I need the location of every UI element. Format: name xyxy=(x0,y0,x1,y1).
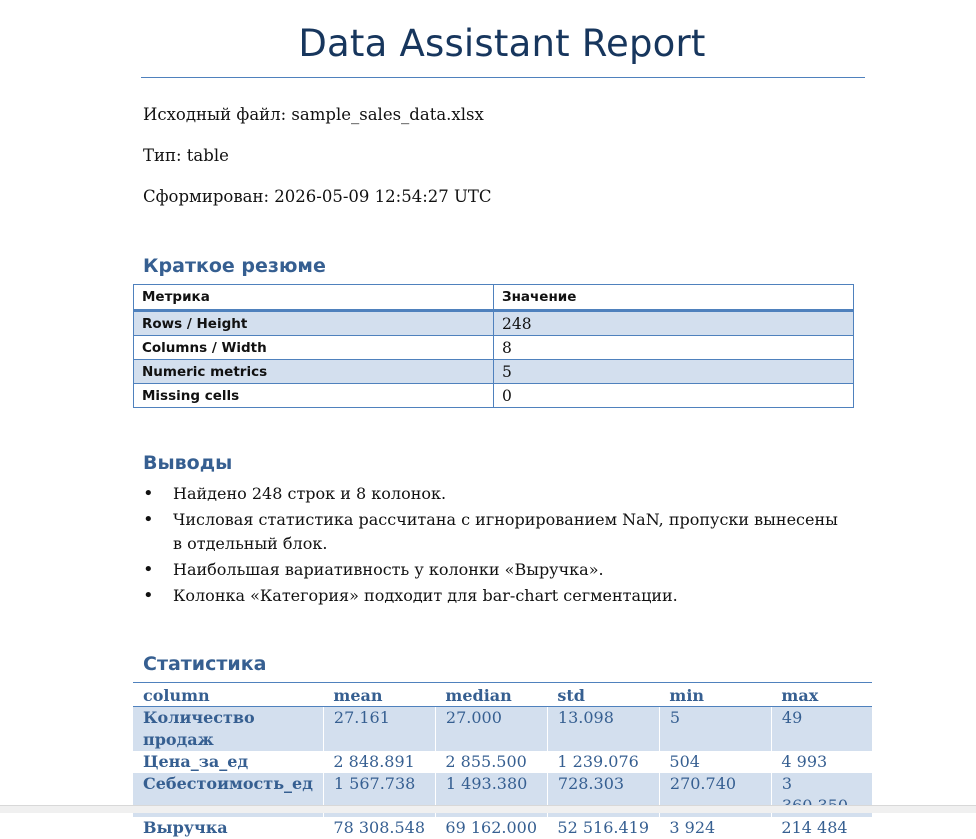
stats-header-min: min xyxy=(659,683,771,707)
stats-header-std: std xyxy=(547,683,659,707)
stat-std: 52 516.419 xyxy=(557,818,649,837)
stats-header-median: median xyxy=(435,683,547,707)
source-file-line: Исходный файл: sample_sales_data.xlsx xyxy=(143,105,484,124)
stat-min: 5 xyxy=(659,707,771,752)
stat-column-name: Себестоимость_ед xyxy=(133,773,323,817)
stat-min: 504 xyxy=(669,752,700,771)
value-cell: 0 xyxy=(494,384,854,408)
summary-header-metric: Метрика xyxy=(134,285,494,311)
stat-median: 27.000 xyxy=(435,707,547,752)
list-item: • Найдено 248 строк и 8 колонок. xyxy=(143,482,843,506)
table-row xyxy=(133,817,872,839)
metric-cell: Missing cells xyxy=(134,384,494,408)
stat-max: 3 xyxy=(771,773,872,817)
table-row xyxy=(133,707,872,752)
value-cell: 248 xyxy=(494,311,854,336)
table-row xyxy=(134,336,854,360)
stat-max: 49 xyxy=(771,707,872,752)
stat-median: 69 162.000 xyxy=(445,818,537,837)
value-cell: 5 xyxy=(494,360,854,384)
stat-mean: 78 308.548 xyxy=(333,818,425,837)
stat-mean: 2 848.891 xyxy=(333,752,415,771)
stat-median: 2 855.500 xyxy=(445,752,527,771)
generated-line: Сформирован: 2026-05-09 12:54:27 UTC xyxy=(143,187,492,206)
list-item: • Наибольшая вариативность у колонки «Выручка». xyxy=(143,558,843,582)
value-cell: 8 xyxy=(494,336,854,360)
stat-median: 1 493.380 xyxy=(435,773,547,817)
stat-max: 4 993 xyxy=(781,752,828,771)
stats-table-wrapper xyxy=(133,682,872,839)
stat-mean: 1 567.738 xyxy=(323,773,435,817)
conclusions-list xyxy=(143,482,843,610)
stats-header-mean: mean xyxy=(323,683,435,707)
summary-heading: Краткое резюме xyxy=(143,255,326,277)
stat-min: 3 924 xyxy=(669,818,716,837)
summary-header-value: Значение xyxy=(494,285,854,311)
stat-std: 728.303 xyxy=(547,773,659,817)
stats-heading: Статистика xyxy=(143,653,267,675)
metric-cell: Numeric metrics xyxy=(134,360,494,384)
stat-min: 270.740 xyxy=(659,773,771,817)
summary-table xyxy=(133,284,854,408)
stat-column-name: Количество продаж xyxy=(133,707,323,752)
metric-cell: Rows / Height xyxy=(134,311,494,336)
table-row xyxy=(133,751,872,773)
table-row xyxy=(134,311,854,336)
stat-std: 13.098 xyxy=(547,707,659,752)
stats-header-row xyxy=(133,683,872,707)
list-item: • Числовая статистика рассчитана с игнорированием NaN, пропуски вынесены в отдельный блок. xyxy=(143,508,843,556)
stat-max: 214 484 xyxy=(781,818,848,837)
stat-column-name: Выручка xyxy=(143,818,228,837)
table-row xyxy=(134,384,854,408)
stat-std: 1 239.076 xyxy=(557,752,639,771)
metric-cell: Columns / Width xyxy=(134,336,494,360)
type-line: Тип: table xyxy=(143,146,229,165)
stats-table xyxy=(133,683,872,839)
title-underline xyxy=(141,77,865,78)
summary-header-row xyxy=(134,285,854,311)
conclusions-heading: Выводы xyxy=(143,452,233,474)
stat-mean: 27.161 xyxy=(323,707,435,752)
stats-header-max: max xyxy=(771,683,872,707)
list-item: • Колонка «Категория» подходит для bar-chart сегментации. xyxy=(143,584,843,608)
document-title: Data Assistant Report xyxy=(298,22,706,65)
stats-header-column: column xyxy=(133,683,323,707)
table-row xyxy=(134,360,854,384)
stat-column-name: Цена_за_ед xyxy=(143,752,249,771)
